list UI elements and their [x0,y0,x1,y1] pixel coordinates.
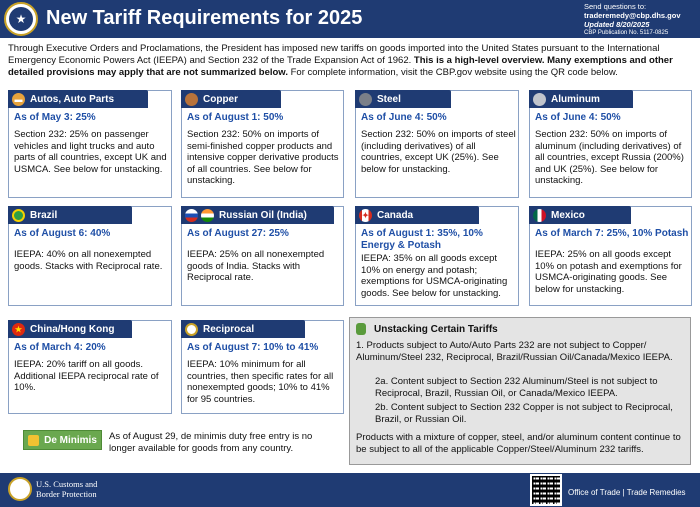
card-date: As of August 7: 10% to 41% [187,342,319,353]
card-title: Russian Oil (India) [219,209,307,221]
copper-icon [185,93,198,106]
card-reciprocal [181,320,344,414]
unstacking-header [356,323,498,335]
card-body: IEEPA: 10% minimum for all countries, then specific rates for all nonexempted goods; 10% to 41% for 95 countries. [187,359,334,405]
intro-bold: This is a high-level overview. Many exemptions and other detailed provisions may apply that are not summarized below. [8,54,673,78]
card-date: As of August 1: 35%, 10% Energy & Potash [361,228,483,251]
card-canada [355,206,519,306]
card-mexico [529,206,692,306]
canada-flag-icon: ✦ [359,209,372,222]
unstacking-item-2b: 2b. Content subject to Section 232 Copper is not subject to Reciprocal, Brazil, or Russian Oil. [375,402,673,425]
card-date: As of August 27: 25% [187,228,289,239]
tab-reciprocal [181,320,305,338]
tab-canada [355,206,479,224]
card-date: As of August 6: 40% [14,228,111,239]
header-bar [0,0,700,38]
unstacking-note: Products with a mixture of copper, steel, and/or aluminum content continue to be subject to all of the applicable Copper/Steel/Aluminum 232 tariffs. [356,432,681,455]
card-title: Canada [377,209,414,221]
card-body: IEEPA: 20% tariff on all goods. Additional IEEPA reciprocal rate of 10%. [14,359,159,394]
dhs-seal-icon: ★ [4,2,38,36]
contact-label: Send questions to: [584,2,647,11]
de-minimis-label: De Minimis [44,434,97,446]
agency-name [36,480,97,499]
card-date: As of March 4: 20% [14,342,106,353]
aluminum-icon [533,93,546,106]
card-date: As of June 4: 50% [361,112,447,123]
card-body: Section 232: 50% on imports of semi-finished copper products and intensive copper derivative products of all countries. See below for unstacking. [187,129,339,187]
package-icon [28,435,39,446]
car-icon: ▬ [12,93,25,106]
card-body: Section 232: 25% on passenger vehicles and light trucks and auto parts of all countries, except UK and USMCA. See below for unstacking. [14,129,167,175]
de-minimis-badge [23,430,102,450]
seal-icon [185,323,198,336]
updated-date: Updated 8/20/2025 [584,20,650,29]
card-body: IEEPA: 40% on all nonexempted goods. Stacks with Reciprocal rate. [14,249,163,272]
agency-line-1: U.S. Customs and [36,479,98,489]
page-title: New Tariff Requirements for 2025 [46,7,363,29]
tab-copper [181,90,281,108]
tab-china [8,320,132,338]
card-autos [8,90,172,198]
footer-bar [0,473,700,507]
database-icon [356,323,366,335]
card-copper [181,90,344,198]
contact-info [584,2,696,38]
card-date: As of June 4: 50% [535,112,621,123]
china-flag-icon: ★ [12,323,25,336]
card-date: As of August 1: 50% [187,112,284,123]
contact-email[interactable]: traderemedy@cbp.dhs.gov [584,11,681,20]
tab-steel [355,90,451,108]
publication-number: CBP Publication No. 5117-0825 [584,30,669,36]
tab-autos [8,90,148,108]
card-body: Section 232: 50% on imports of steel (including derivatives) of all countries, except UK (25%). See below for unstacking. [361,129,516,175]
russia-flag-icon [185,209,198,222]
unstacking-title: Unstacking Certain Tariffs [374,323,498,335]
card-title: Reciprocal [203,323,255,335]
unstacking-box [349,317,691,465]
card-aluminum [529,90,692,198]
tab-mexico [529,206,631,224]
card-body: IEEPA: 25% on all nonexempted goods of India. Stacks with Reciprocal rate. [187,249,325,284]
card-date: As of March 7: 25%, 10% Potash [535,228,689,239]
qr-code-icon[interactable] [530,474,562,506]
card-title: Brazil [30,209,58,221]
intro-text: Through Executive Orders and Proclamations, the President has imposed new tariffs on goods imported into the United States pursuant to the International Emergency Economic Powers Act (IEEPA) and Section 232 of the Trade Expansion Act of 1962. [8,43,660,66]
tab-russian-oil [181,206,334,224]
card-brazil [8,206,172,306]
office-name: Office of Trade | Trade Remedies [568,488,686,497]
intro-tail: For complete information, visit the CBP.gov website using the QR code below. [287,66,618,78]
card-title: Copper [203,93,238,105]
card-title: Mexico [551,209,585,221]
tab-aluminum [529,90,633,108]
card-steel [355,90,519,198]
india-flag-icon [201,209,214,222]
card-body: IEEPA: 25% on all goods except 10% on potash and exemptions for USMCA-originating goods. See below for unstacking. [535,249,682,295]
card-title: China/Hong Kong [30,323,115,335]
intro-paragraph [8,43,694,78]
unstacking-item-2a: 2a. Content subject to Section 232 Aluminum/Steel is not subject to Reciprocal, Brazil, Russian Oil, or Canada/Mexico IEEPA. [375,376,658,399]
mexico-flag-icon [533,209,546,222]
unstacking-item-1: 1. Products subject to Auto/Auto Parts 232 are not subject to Copper/ Aluminum/Steel 232, Reciprocal, Brazil/Russian Oil/Canada/Mexico IEEPA. [356,340,673,363]
card-date: As of May 3: 25% [14,112,96,123]
brazil-flag-icon [12,209,25,222]
card-body: Section 232: 50% on imports of aluminum (including derivatives) of all countries, except Russia (200%) and UK (25%). See below for unstacking. [535,129,684,187]
card-body: IEEPA: 35% on all goods except 10% on energy and potash; exemptions for USMCA-originating goods. See below for unstacking. [361,253,508,299]
steel-icon [359,93,372,106]
agency-line-2: Border Protection [36,488,97,499]
cbp-seal-icon [8,477,32,501]
card-title: Steel [377,93,401,105]
card-title: Autos, Auto Parts [30,93,115,105]
card-china [8,320,172,414]
tab-brazil [8,206,132,224]
card-russian-oil [181,206,344,306]
de-minimis-text: As of August 29, de minimis duty free entry is no longer available for goods from any country. [109,431,313,454]
card-title: Aluminum [551,93,600,105]
